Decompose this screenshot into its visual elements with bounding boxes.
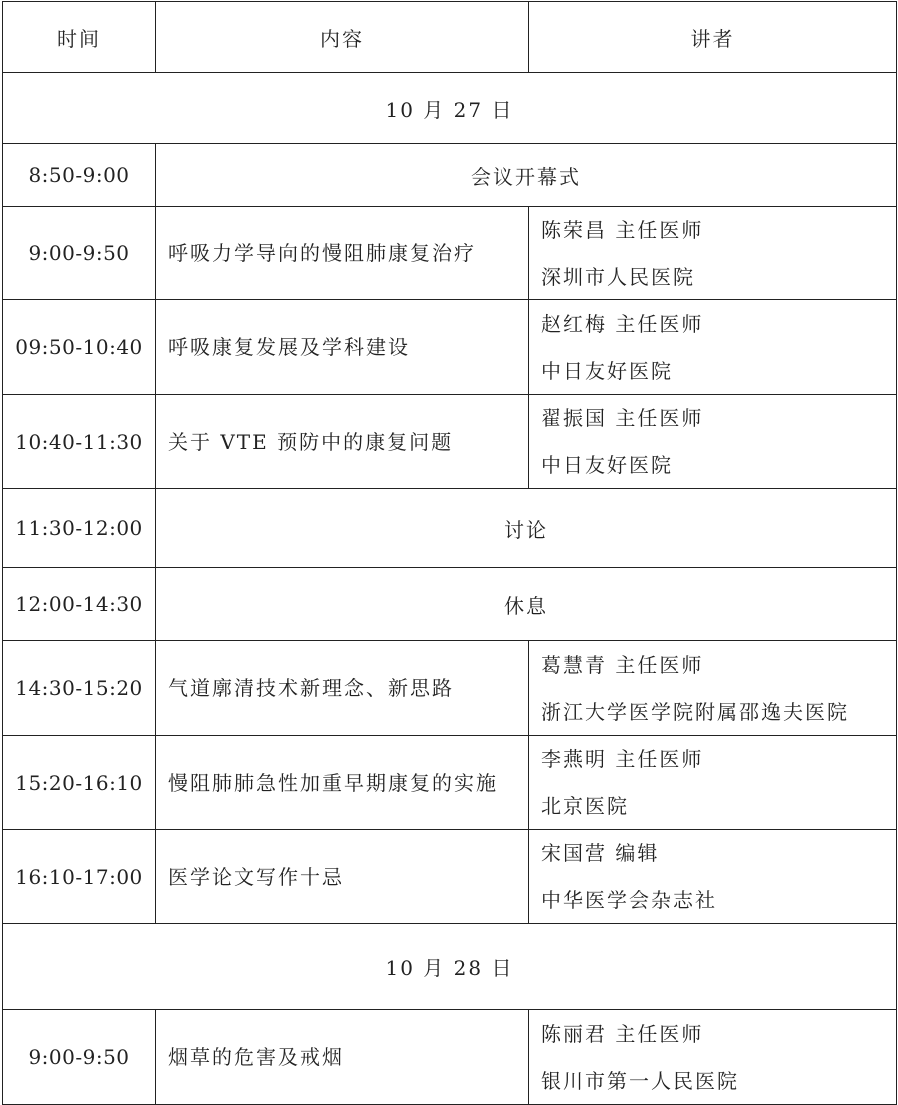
speaker-org: 浙江大学医学院附属邵逸夫医院 [541, 699, 849, 724]
speaker-cell [529, 641, 897, 736]
topic-cell: 关于 VTE 预防中的康复问题 [156, 395, 529, 489]
header-row [3, 2, 897, 73]
date-row [3, 924, 897, 1010]
topic-cell: 气道廓清技术新理念、新思路 [156, 641, 529, 736]
date-label: 10 月 27 日 [3, 73, 897, 144]
time-cell: 16:10-17:00 [3, 830, 156, 924]
speaker-cell [529, 830, 897, 924]
speaker-org: 北京医院 [541, 794, 629, 818]
speaker-name: 陈丽君 主任医师 [541, 1021, 704, 1046]
time-cell: 10:40-11:30 [3, 395, 156, 489]
speaker-cell [529, 1010, 897, 1105]
topic-cell: 呼吸力学导向的慢阻肺康复治疗 [156, 207, 529, 300]
topic-cell: 呼吸康复发展及学科建设 [156, 300, 529, 395]
speaker-cell [529, 736, 897, 830]
session-text: 讨论 [156, 489, 897, 568]
speaker-name: 宋国营 编辑 [541, 841, 660, 865]
header-speaker: 讲者 [529, 2, 897, 73]
topic-cell: 烟草的危害及戒烟 [156, 1010, 529, 1105]
time-cell: 11:30-12:00 [3, 489, 156, 568]
speaker-cell [529, 207, 897, 300]
speaker-name: 李燕明 主任医师 [541, 747, 704, 771]
session-row [3, 144, 897, 207]
speaker-name: 赵红梅 主任医师 [541, 311, 704, 336]
time-cell: 15:20-16:10 [3, 736, 156, 830]
speaker-org: 中日友好医院 [541, 358, 673, 383]
speaker-name: 葛慧青 主任医师 [541, 652, 704, 677]
schedule-table [2, 1, 897, 1105]
header-time: 时间 [3, 2, 156, 73]
talk-row [3, 1010, 897, 1105]
time-cell: 14:30-15:20 [3, 641, 156, 736]
topic-cell: 医学论文写作十忌 [156, 830, 529, 924]
talk-row [3, 641, 897, 736]
time-cell: 9:00-9:50 [3, 1010, 156, 1105]
speaker-org: 中日友好医院 [541, 453, 673, 477]
date-label: 10 月 28 日 [3, 924, 897, 1010]
talk-row [3, 300, 897, 395]
time-cell: 9:00-9:50 [3, 207, 156, 300]
header-content: 内容 [156, 2, 529, 73]
schedule-body [3, 2, 897, 1105]
topic-cell: 慢阻肺肺急性加重早期康复的实施 [156, 736, 529, 830]
speaker-org: 银川市第一人民医院 [541, 1068, 739, 1093]
talk-row [3, 736, 897, 830]
speaker-name: 陈荣昌 主任医师 [541, 217, 704, 242]
speaker-name: 翟振国 主任医师 [541, 406, 704, 430]
talk-row [3, 395, 897, 489]
speaker-cell [529, 395, 897, 489]
session-text: 会议开幕式 [156, 144, 897, 207]
time-cell: 09:50-10:40 [3, 300, 156, 395]
time-cell: 12:00-14:30 [3, 568, 156, 641]
talk-row [3, 830, 897, 924]
date-row [3, 73, 897, 144]
session-text: 休息 [156, 568, 897, 641]
speaker-org: 中华医学会杂志社 [541, 888, 717, 912]
speaker-org: 深圳市人民医院 [541, 264, 695, 289]
time-cell: 8:50-9:00 [3, 144, 156, 207]
talk-row [3, 207, 897, 300]
session-row [3, 489, 897, 568]
speaker-cell [529, 300, 897, 395]
session-row [3, 568, 897, 641]
